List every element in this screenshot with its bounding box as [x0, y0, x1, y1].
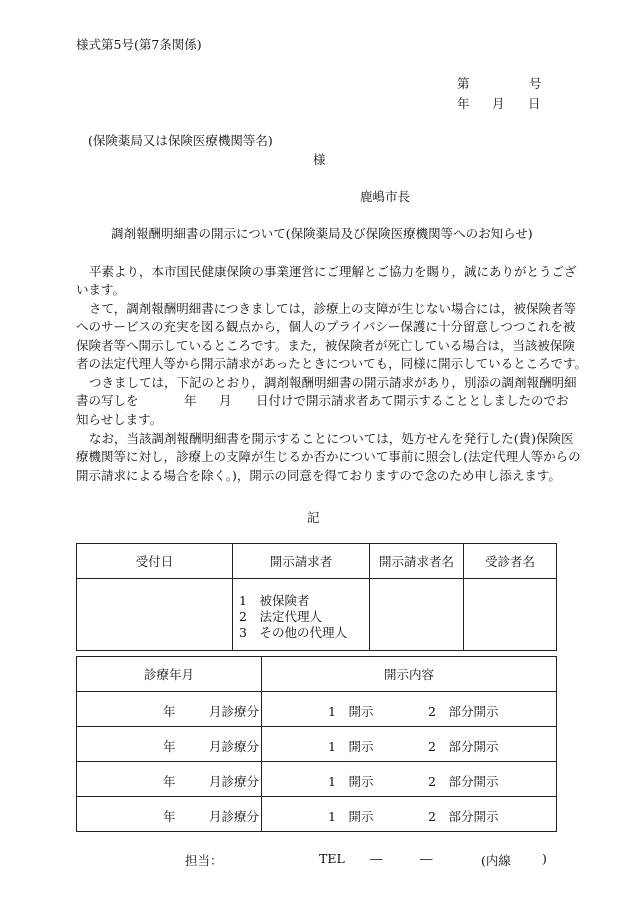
body-line: さて，調剤報酬明細書につきましては，診療上の支障が生じない場合には，被保険者等: [89, 301, 577, 316]
body-line: 知らせします。: [76, 412, 163, 427]
disclosure-table: [76, 656, 557, 832]
header-requester: 開示請求者: [233, 544, 370, 579]
uketsukebi-cell[interactable]: [77, 579, 233, 651]
table-row: [77, 797, 557, 832]
body-line: 開示請求による場合を除く。)，開示の同意を得ておりますので念のため申し添えます。: [76, 468, 561, 483]
row-year: 年: [163, 809, 176, 824]
content-cell: [262, 727, 557, 762]
option-bubun-kaiji[interactable]: 2 部分開示: [428, 704, 499, 719]
option-kaiji[interactable]: 1 開示: [328, 739, 374, 754]
date-year: 年: [457, 96, 470, 111]
doc-number-suffix: 号: [529, 76, 542, 91]
body-line: 療機関等に対し，診療上の支障が生じるか否かについて事前に照会し(法定代理人等からの: [76, 449, 581, 464]
form-number: 様式第5号(第7条関係): [76, 37, 202, 52]
row-year: 年: [163, 739, 176, 754]
sender: 鹿嶋市長: [360, 189, 411, 204]
option-bubun-kaiji[interactable]: 2 部分開示: [428, 739, 499, 754]
body-year: 年: [184, 393, 197, 408]
row-month: 月診療分: [209, 739, 260, 754]
date-month: 月: [492, 96, 505, 111]
content-cell: [262, 762, 557, 797]
table-row: [77, 762, 557, 797]
shinryo-cell: [77, 727, 262, 762]
shinryo-cell: [77, 692, 262, 727]
option-bubun-kaiji[interactable]: 2 部分開示: [428, 774, 499, 789]
addressee: (保険薬局又は保険医療機関等名): [88, 133, 273, 148]
table-row: [77, 727, 557, 762]
body-line: なお，当該調剤報酬明細書を開示することについては，処方せんを発行した(貴)保険医: [89, 431, 574, 446]
shinryo-cell: [77, 797, 262, 832]
patient-name-cell[interactable]: [464, 579, 557, 651]
option-kaiji[interactable]: 1 開示: [328, 809, 374, 824]
request-table: [76, 543, 557, 651]
requester-option[interactable]: 2 法定代理人: [239, 609, 322, 624]
tel-dash: ―: [420, 851, 433, 866]
body-line: 保険者等へ開示しているところです。また，被保険者が死亡している場合は，当該被保険: [76, 338, 575, 353]
honorific: 様: [313, 152, 326, 167]
body-line: へのサービスの充実を図る観点から，個人のプライバシー保護に十分留意しつつこれを被: [76, 319, 576, 334]
option-kaiji[interactable]: 1 開示: [328, 704, 374, 719]
option-bubun-kaiji[interactable]: 2 部分開示: [428, 809, 499, 824]
header-uketsukebi: 受付日: [77, 544, 233, 579]
requester-option[interactable]: 3 その他の代理人: [239, 625, 347, 640]
header-shinryo-nengetsu: 診療年月: [77, 657, 262, 692]
requester-options: [233, 579, 370, 651]
row-month: 月診療分: [209, 704, 260, 719]
document-title: 調剤報酬明細書の開示について(保険薬局及び保険医療機関等へのお知らせ): [111, 226, 533, 241]
header-patient-name: 受診者名: [464, 544, 557, 579]
row-year: 年: [163, 704, 176, 719]
content-cell: [262, 692, 557, 727]
requester-option[interactable]: 1 被保険者: [239, 593, 310, 608]
naisen-close: ): [542, 851, 547, 866]
body-line: 日付けで開示請求者あて開示することとしましたのでお: [256, 393, 569, 408]
body-line: つきましては，下記のとおり，調剤報酬明細書の開示請求があり，別添の調剤報酬明細: [89, 375, 577, 390]
body-line: います。: [76, 282, 126, 297]
table-row: [77, 692, 557, 727]
tel-label: TEL: [319, 851, 345, 866]
tel-dash: ―: [370, 851, 383, 866]
body-month: 月: [219, 393, 232, 408]
content-cell: [262, 797, 557, 832]
body-line: 書の写しを: [76, 393, 139, 408]
row-month: 月診療分: [209, 809, 260, 824]
option-kaiji[interactable]: 1 開示: [328, 774, 374, 789]
header-requester-name: 開示請求者名: [370, 544, 464, 579]
header-disclosure-content: 開示内容: [262, 657, 557, 692]
tanto-label: 担当：: [185, 853, 223, 868]
body-line: 者の法定代理人等から開示請求があったときについても，同様に開示しているところです。: [76, 356, 588, 371]
doc-number-label: 第: [457, 76, 470, 91]
date-day: 日: [528, 96, 541, 111]
ki-heading: 記: [307, 510, 320, 525]
naisen-open: (内線: [481, 853, 511, 868]
requester-name-cell[interactable]: [370, 579, 464, 651]
body-line: 平素より，本市国民健康保険の事業運営にご理解とご協力を賜り，誠にありがとうござ: [89, 264, 577, 279]
shinryo-cell: [77, 762, 262, 797]
row-month: 月診療分: [209, 774, 260, 789]
row-year: 年: [163, 774, 176, 789]
